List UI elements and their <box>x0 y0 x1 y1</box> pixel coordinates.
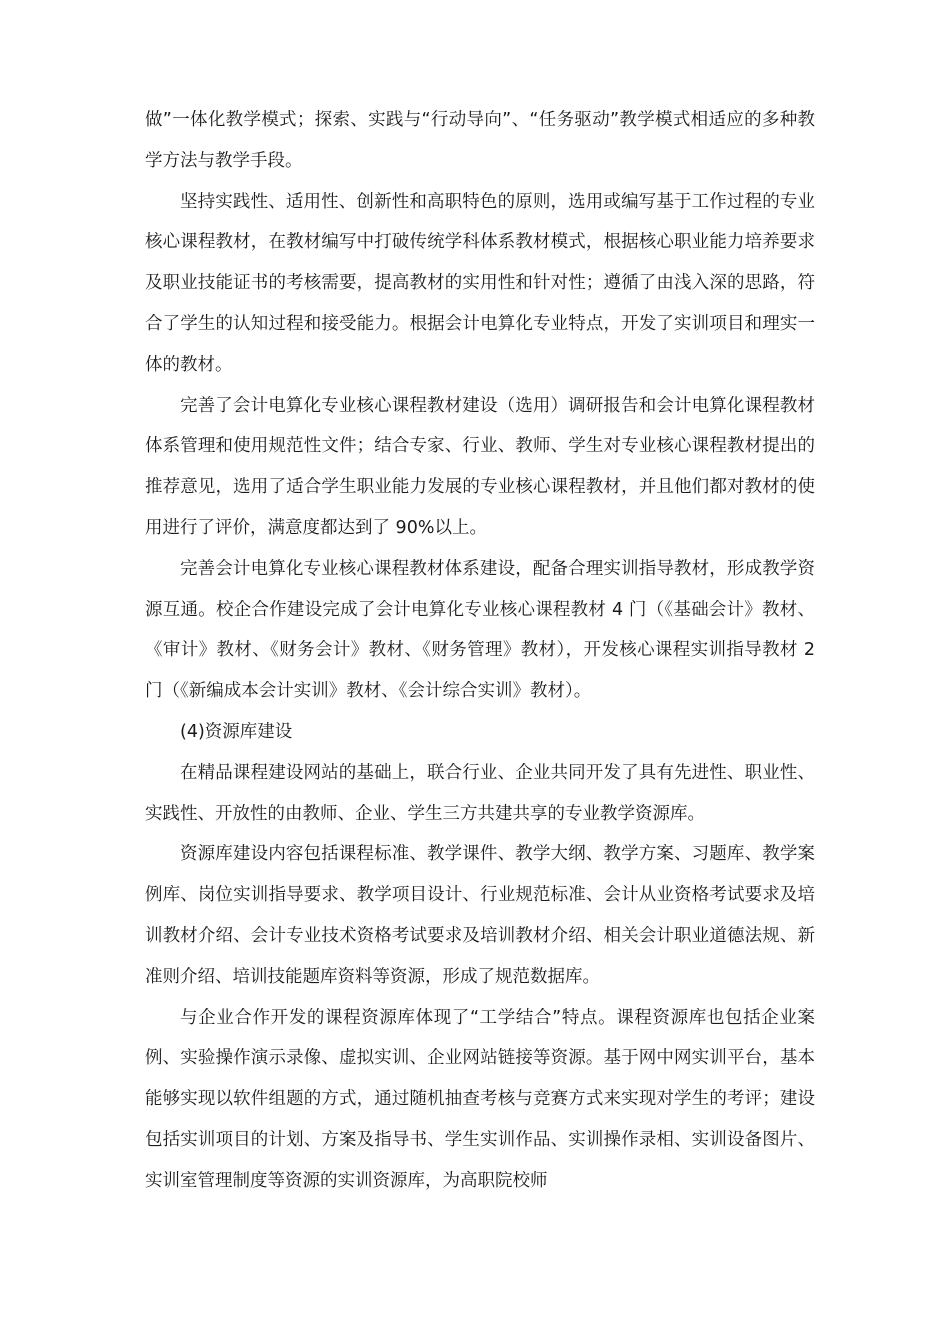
paragraph-resource-library-intro: 在精品课程建设网站的基础上，联合行业、企业共同开发了具有先进性、职业性、实践性、开放性的由教师、企业、学生三方共建共享的专业教学资源库。 <box>145 762 815 824</box>
paragraph-textbook-principles: 坚持实践性、适用性、创新性和高职特色的原则，选用或编写基于工作过程的专业核心课程教材，在教材编写中打破传统学科体系教材模式，根据核心职业能力培养要求及职业技能证书的考核需要，提高教材的实用性和针对性；遵循了由浅入深的思路，符合了学生的认知过程和接受能力。根据会计电算化专业特点，开发了实训项目和理实一体的教材。 <box>145 191 815 375</box>
paragraph-textbook-selection: 完善了会计电算化专业核心课程教材建设（选用）调研报告和会计电算化课程教材体系管理和使用规范性文件；结合专家、行业、教师、学生对专业核心课程教材提出的推荐意见，选用了适合学生职业能力发展的专业核心课程教材，并且他们都对教材的使用进行了评价，满意度都达到了 90%以上。 <box>145 395 815 538</box>
paragraph-continuation: 做”一体化教学模式；探索、实践与“行动导向”、“任务驱动”教学模式相适应的多种教学方法与教学手段。 <box>145 110 815 171</box>
document-body <box>145 100 815 1202</box>
paragraph-textbook-system: 完善会计电算化专业核心课程教材体系建设，配备合理实训指导教材，形成教学资源互通。校企合作建设完成了会计电算化专业核心课程教材 4 门（《基础会计》教材、《审计》教材、《财务会计》教材、《财务管理》教材），开发核心课程实训指导教材 2 门（《新编成本会计实训》教材、《会计综合实训》教材）。 <box>145 558 815 702</box>
paragraph-resource-library-content: 资源库建设内容包括课程标准、教学课件、教学大纲、教学方案、习题库、教学案例库、岗位实训指导要求、教学项目设计、行业规范标准、会计从业资格考试要求及培训教材介绍、会计专业技术资格考试要求及培训教材介绍、相关会计职业道德法规、新准则介绍、培训技能题库资料等资源，形成了规范数据库。 <box>145 844 815 987</box>
section-heading-resource-library: (4)资源库建设 <box>180 721 293 742</box>
paragraph-course-resource-library: 与企业合作开发的课程资源库体现了“工学结合”特点。课程资源库也包括企业案例、实验操作演示录像、虚拟实训、企业网站链接等资源。基于网中网实训平台，基本能够实现以软件组题的方式，通过随机抽查考核与竞赛方式来实现对学生的考评；建设包括实训项目的计划、方案及指导书、学生实训作品、实训操作录相、实训设备图片、实训室管理制度等资源的实训资源库，为高职院校师 <box>145 1007 815 1191</box>
